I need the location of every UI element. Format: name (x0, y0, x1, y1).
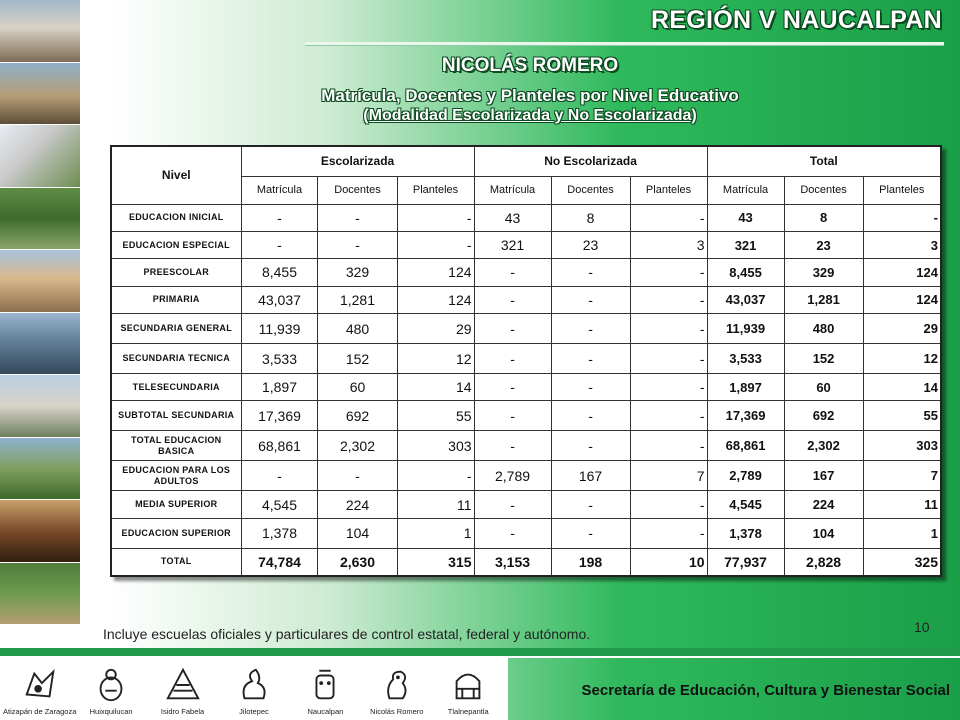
total-cell: 2,828 (784, 548, 863, 575)
esc-cell: 124 (397, 259, 474, 286)
esc-cell: 329 (318, 259, 397, 286)
esc-cell: 303 (397, 431, 474, 461)
municipality-label: Isidro Fabela (160, 707, 205, 716)
noesc-cell: - (630, 491, 707, 518)
municipal-photo (0, 500, 80, 563)
group-header-no-escolarizada: No Escolarizada (474, 146, 707, 176)
esc-cell: 11 (397, 491, 474, 518)
row-label: PRIMARIA (111, 286, 241, 313)
municipality-logo (3, 665, 77, 716)
glyph-atizapan-icon (21, 665, 59, 705)
esc-cell: 74,784 (241, 548, 318, 575)
glyph-jilotepec-icon (235, 665, 273, 705)
total-cell: 4,545 (707, 491, 784, 518)
total-cell: 23 (784, 231, 863, 258)
municipal-photo (0, 125, 80, 188)
esc-cell: 68,861 (241, 431, 318, 461)
esc-cell: 104 (318, 518, 397, 548)
row-label: TELESECUNDARIA (111, 374, 241, 401)
esc-cell: 315 (397, 548, 474, 575)
total-cell: 124 (863, 259, 941, 286)
page-number: 10 (914, 619, 930, 635)
noesc-cell: - (474, 518, 551, 548)
table-row (111, 204, 941, 231)
esc-cell: 17,369 (241, 401, 318, 431)
esc-cell: 1,378 (241, 518, 318, 548)
total-cell: 2,789 (707, 461, 784, 491)
total-cell: 55 (863, 401, 941, 431)
noesc-cell: - (474, 286, 551, 313)
noesc-cell: - (474, 314, 551, 344)
total-cell: 68,861 (707, 431, 784, 461)
municipal-photo (0, 563, 80, 626)
total-cell: 1,897 (707, 374, 784, 401)
noesc-cell: - (474, 491, 551, 518)
municipality-label: Naucalpan (307, 707, 344, 716)
municipal-photo (0, 188, 80, 251)
nivel-header: Nivel (111, 146, 241, 204)
municipality-logos (0, 658, 508, 720)
noesc-cell: - (551, 374, 630, 401)
row-label: SECUNDARIA GENERAL (111, 314, 241, 344)
group-header-total: Total (707, 146, 941, 176)
esc-cell: 4,545 (241, 491, 318, 518)
footer-bar (0, 648, 960, 656)
noesc-cell: 167 (551, 461, 630, 491)
subcol-planteles: Planteles (863, 176, 941, 204)
noesc-cell: 2,789 (474, 461, 551, 491)
row-label: EDUCACION SUPERIOR (111, 518, 241, 548)
esc-cell: - (397, 461, 474, 491)
total-cell: - (863, 204, 941, 231)
noesc-cell: 10 (630, 548, 707, 575)
noesc-cell: - (474, 401, 551, 431)
noesc-cell: - (630, 286, 707, 313)
municipality-label: Nicolás Romero (370, 707, 424, 716)
subcol-matricula: Matrícula (241, 176, 318, 204)
table-row (111, 401, 941, 431)
row-label: SECUNDARIA TECNICA (111, 344, 241, 374)
municipality-logo (364, 665, 430, 716)
esc-cell: - (397, 231, 474, 258)
noesc-cell: - (630, 259, 707, 286)
row-label: TOTAL (111, 548, 241, 575)
row-label: EDUCACION INICIAL (111, 204, 241, 231)
row-label: SUBTOTAL SECUNDARIA (111, 401, 241, 431)
subcol-docentes: Docentes (318, 176, 397, 204)
esc-cell: 3,533 (241, 344, 318, 374)
esc-cell: - (318, 231, 397, 258)
total-cell: 43,037 (707, 286, 784, 313)
municipality-logo (150, 665, 216, 716)
esc-cell: 2,302 (318, 431, 397, 461)
noesc-cell: - (630, 314, 707, 344)
noesc-cell: - (551, 431, 630, 461)
subcol-matricula: Matrícula (707, 176, 784, 204)
total-cell: 3,533 (707, 344, 784, 374)
row-label: EDUCACION ESPECIAL (111, 231, 241, 258)
secretaria-label: Secretaría de Educación, Cultura y Bienestar Social (581, 682, 950, 699)
table-row (111, 461, 941, 491)
glyph-naucalpan-icon (306, 665, 344, 705)
subcol-docentes: Docentes (784, 176, 863, 204)
municipal-photo (0, 0, 80, 63)
table-row (111, 286, 941, 313)
total-cell: 124 (863, 286, 941, 313)
municipality-logo (292, 665, 358, 716)
esc-cell: 12 (397, 344, 474, 374)
esc-cell: - (397, 204, 474, 231)
municipality-logo (221, 665, 287, 716)
total-cell: 77,937 (707, 548, 784, 575)
footnote: Incluye escuelas oficiales y particulares de control estatal, federal y autónomo. (103, 626, 591, 642)
noesc-cell: - (630, 401, 707, 431)
noesc-cell: - (474, 344, 551, 374)
footer (0, 648, 960, 720)
noesc-cell: - (551, 518, 630, 548)
esc-cell: - (241, 204, 318, 231)
group-header-escolarizada: Escolarizada (241, 146, 474, 176)
esc-cell: 43,037 (241, 286, 318, 313)
noesc-cell: - (474, 431, 551, 461)
noesc-cell: 198 (551, 548, 630, 575)
total-cell: 325 (863, 548, 941, 575)
esc-cell: 480 (318, 314, 397, 344)
total-cell: 7 (863, 461, 941, 491)
glyph-huixquilucan-icon (92, 665, 130, 705)
total-cell: 60 (784, 374, 863, 401)
table-row (111, 344, 941, 374)
subcol-docentes: Docentes (551, 176, 630, 204)
table-row (111, 374, 941, 401)
esc-cell: 2,630 (318, 548, 397, 575)
total-cell: 1,281 (784, 286, 863, 313)
noesc-cell: - (630, 518, 707, 548)
municipality-label: Tlalnepantla (447, 707, 489, 716)
municipality-label: Atizapán de Zaragoza (3, 707, 77, 716)
noesc-cell: - (551, 286, 630, 313)
glyph-tlalnepantla-icon (449, 665, 487, 705)
row-label: PREESCOLAR (111, 259, 241, 286)
total-cell: 152 (784, 344, 863, 374)
esc-cell: 55 (397, 401, 474, 431)
total-cell: 29 (863, 314, 941, 344)
noesc-cell: - (551, 344, 630, 374)
noesc-cell: - (630, 431, 707, 461)
table-row (111, 518, 941, 548)
noesc-cell: - (630, 344, 707, 374)
table-subtitle: Matrícula, Docentes y Planteles por Nivel Educativo (321, 86, 739, 105)
total-cell: 1 (863, 518, 941, 548)
noesc-cell: - (474, 259, 551, 286)
noesc-cell: 3 (630, 231, 707, 258)
total-cell: 8 (784, 204, 863, 231)
total-cell: 329 (784, 259, 863, 286)
total-cell: 12 (863, 344, 941, 374)
total-cell: 480 (784, 314, 863, 344)
total-cell: 321 (707, 231, 784, 258)
table-row (111, 431, 941, 461)
table-row (111, 548, 941, 575)
total-cell: 14 (863, 374, 941, 401)
table-row (111, 231, 941, 258)
esc-cell: 692 (318, 401, 397, 431)
municipal-photo (0, 375, 80, 438)
noesc-cell: 3,153 (474, 548, 551, 575)
esc-cell: 29 (397, 314, 474, 344)
subcol-planteles: Planteles (397, 176, 474, 204)
esc-cell: 60 (318, 374, 397, 401)
esc-cell: 1,281 (318, 286, 397, 313)
table-body (111, 204, 941, 576)
glyph-nicolas-romero-icon (378, 665, 416, 705)
municipal-photo (0, 438, 80, 501)
table-row (111, 491, 941, 518)
glyph-isidro-fabela-icon (164, 665, 202, 705)
esc-cell: - (241, 461, 318, 491)
municipal-photo (0, 250, 80, 313)
esc-cell: 1 (397, 518, 474, 548)
total-cell: 11,939 (707, 314, 784, 344)
total-cell: 303 (863, 431, 941, 461)
total-cell: 17,369 (707, 401, 784, 431)
title-divider (305, 42, 944, 46)
municipality-logo (78, 665, 144, 716)
total-cell: 2,302 (784, 431, 863, 461)
noesc-cell: - (551, 401, 630, 431)
noesc-cell: 43 (474, 204, 551, 231)
total-cell: 167 (784, 461, 863, 491)
noesc-cell: 23 (551, 231, 630, 258)
noesc-cell: 321 (474, 231, 551, 258)
subcol-matricula: Matrícula (474, 176, 551, 204)
row-label: TOTAL EDUCACION BASICA (111, 431, 241, 461)
table-row (111, 314, 941, 344)
municipality-title: NICOLÁS ROMERO (441, 55, 619, 76)
total-cell: 43 (707, 204, 784, 231)
total-cell: 224 (784, 491, 863, 518)
total-cell: 1,378 (707, 518, 784, 548)
esc-cell: 14 (397, 374, 474, 401)
esc-cell: - (318, 204, 397, 231)
total-cell: 8,455 (707, 259, 784, 286)
subcol-planteles: Planteles (630, 176, 707, 204)
municipality-logo (435, 665, 501, 716)
table-row (111, 259, 941, 286)
row-label: MEDIA SUPERIOR (111, 491, 241, 518)
municipality-label: Jilotepec (239, 707, 269, 716)
esc-cell: 124 (397, 286, 474, 313)
esc-cell: 1,897 (241, 374, 318, 401)
esc-cell: - (241, 231, 318, 258)
esc-cell: 224 (318, 491, 397, 518)
noesc-cell: - (551, 259, 630, 286)
noesc-cell: - (474, 374, 551, 401)
row-label: EDUCACION PARA LOS ADULTOS (111, 461, 241, 491)
municipal-photo (0, 313, 80, 376)
noesc-cell: 8 (551, 204, 630, 231)
esc-cell: 152 (318, 344, 397, 374)
total-cell: 692 (784, 401, 863, 431)
noesc-cell: 7 (630, 461, 707, 491)
esc-cell: 8,455 (241, 259, 318, 286)
education-stats-table (110, 145, 942, 577)
noesc-cell: - (630, 374, 707, 401)
total-cell: 11 (863, 491, 941, 518)
region-title: REGIÓN V NAUCALPAN (650, 6, 942, 34)
esc-cell: 11,939 (241, 314, 318, 344)
table-subtitle-modality: (Modalidad Escolarizada y No Escolarizada) (363, 107, 697, 124)
total-cell: 3 (863, 231, 941, 258)
esc-cell: - (318, 461, 397, 491)
municipality-label: Huixquilucan (89, 707, 133, 716)
noesc-cell: - (630, 204, 707, 231)
noesc-cell: - (551, 491, 630, 518)
total-cell: 104 (784, 518, 863, 548)
noesc-cell: - (551, 314, 630, 344)
